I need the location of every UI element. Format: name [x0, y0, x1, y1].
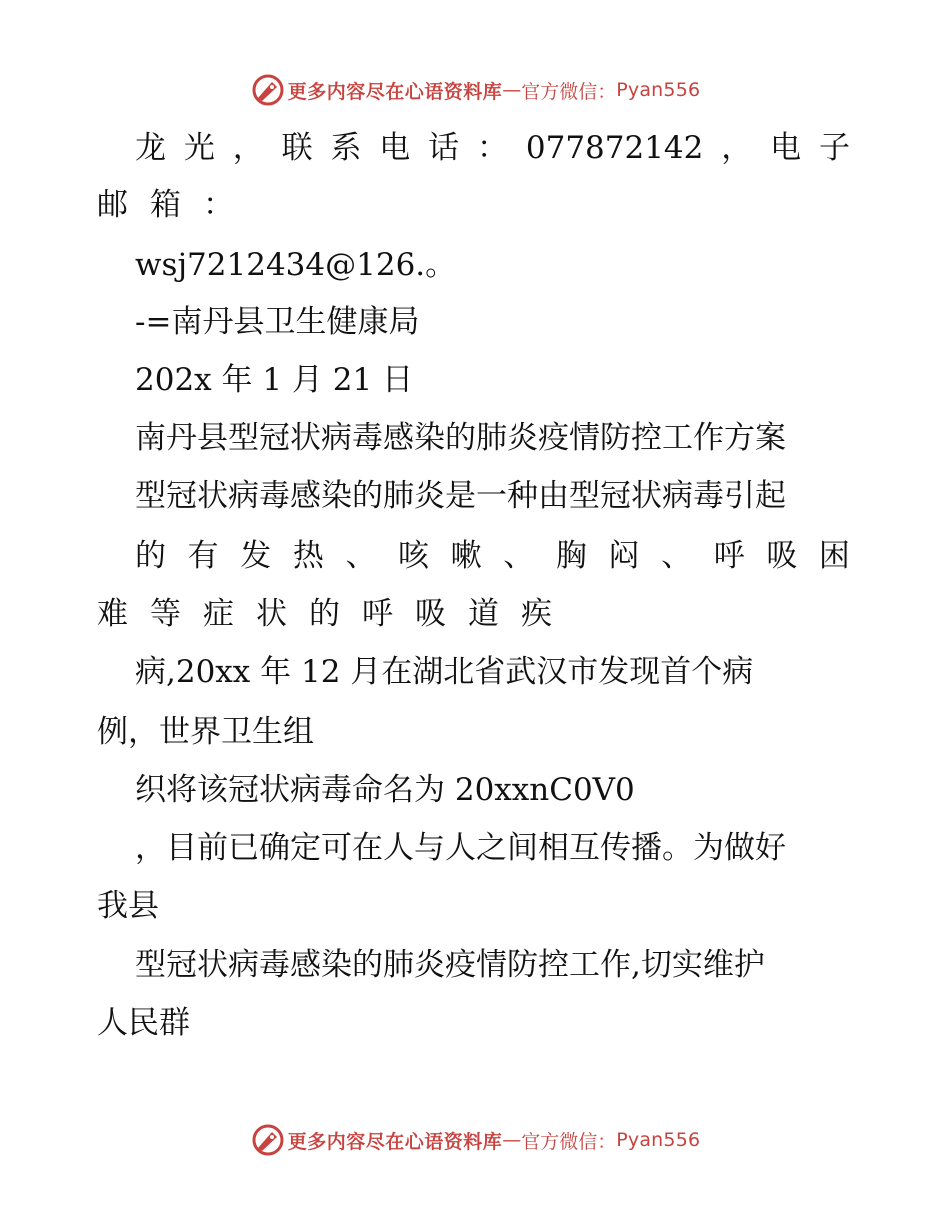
- body-line-email-label: [97, 185, 256, 225]
- text-char: 闷: [608, 538, 640, 574]
- text-char: 的: [309, 596, 362, 632]
- text-char: 困: [818, 538, 850, 574]
- text-char: 系: [330, 130, 362, 166]
- text-char: 难: [97, 596, 150, 632]
- body-line-date: 202x 年 1 月 21 日: [135, 362, 414, 398]
- text-char: 邮: [97, 187, 150, 223]
- phone-number: 077872142: [525, 130, 704, 166]
- text-char: 嗽: [450, 538, 482, 574]
- body-line: 我县: [97, 888, 159, 924]
- pen-nib-logo-icon: [250, 1122, 286, 1158]
- text-char: 龙: [135, 130, 166, 166]
- text-char: 道: [468, 596, 521, 632]
- body-line: 人民群: [97, 1005, 190, 1041]
- body-line: ，目前已确定可在人与人之间相互传播。为做好: [135, 830, 786, 866]
- text-char: 疾: [521, 596, 574, 632]
- text-char: 子: [818, 130, 850, 166]
- text-char: 胸: [555, 538, 587, 574]
- body-line-symptoms: [135, 536, 850, 576]
- text-char: 呼: [713, 538, 745, 574]
- text-char: 症: [203, 596, 256, 632]
- footer-watermark: [0, 1120, 950, 1160]
- body-line: 型冠状病毒感染的肺炎是一种由型冠状病毒引起: [135, 478, 786, 514]
- header-watermark: [0, 70, 950, 110]
- body-line-department: -=南丹县卫生健康局: [135, 304, 420, 340]
- text-char: 、: [661, 538, 693, 574]
- text-char: ，: [232, 130, 264, 166]
- document-title: 南丹县型冠状病毒感染的肺炎疫情防控工作方案: [135, 420, 786, 456]
- body-line: 例，世界卫生组: [97, 714, 314, 750]
- text-char: 发: [240, 538, 272, 574]
- text-char: 的: [135, 538, 166, 574]
- text-char: 电: [770, 130, 802, 166]
- text-char: ，: [721, 130, 753, 166]
- text-char: 、: [503, 538, 535, 574]
- text-char: ：: [203, 187, 256, 223]
- text-char: 热: [292, 538, 324, 574]
- text-char: 箱: [150, 187, 203, 223]
- text-char: ：: [477, 130, 509, 166]
- text-char: 、: [345, 538, 377, 574]
- watermark-account: Pyan556: [616, 79, 701, 101]
- watermark-text: 更多内容尽在心语资料库: [287, 1130, 503, 1153]
- body-line: 病,20xx 年 12 月在湖北省武汉市发现首个病: [135, 654, 754, 690]
- text-char: 吸: [415, 596, 468, 632]
- pen-nib-logo-icon: [250, 72, 286, 108]
- body-line: 织将该冠状病毒命名为 20xxnC0V0: [135, 772, 635, 808]
- text-char: 有: [187, 538, 219, 574]
- text-char: 呼: [362, 596, 415, 632]
- watermark-label: 官方微信：: [521, 1130, 617, 1153]
- text-char: 等: [150, 596, 203, 632]
- text-char: 状: [256, 596, 309, 632]
- watermark-separator: —: [502, 1129, 522, 1151]
- text-char: 吸: [766, 538, 798, 574]
- watermark-account: Pyan556: [616, 1129, 701, 1151]
- body-line-contact: [135, 128, 850, 168]
- text-char: 联: [281, 130, 313, 166]
- watermark-separator: —: [502, 79, 522, 101]
- text-char: 话: [428, 130, 460, 166]
- text-char: 咳: [398, 538, 430, 574]
- watermark-label: 官方微信：: [521, 80, 617, 103]
- text-char: 光: [183, 130, 215, 166]
- body-line-symptoms-cont: [97, 594, 574, 634]
- text-char: 电: [379, 130, 411, 166]
- body-line-email: wsj7212434@126.。: [135, 247, 457, 283]
- watermark-text: 更多内容尽在心语资料库: [287, 80, 503, 103]
- body-line: 型冠状病毒感染的肺炎疫情防控工作,切实维护: [135, 947, 765, 983]
